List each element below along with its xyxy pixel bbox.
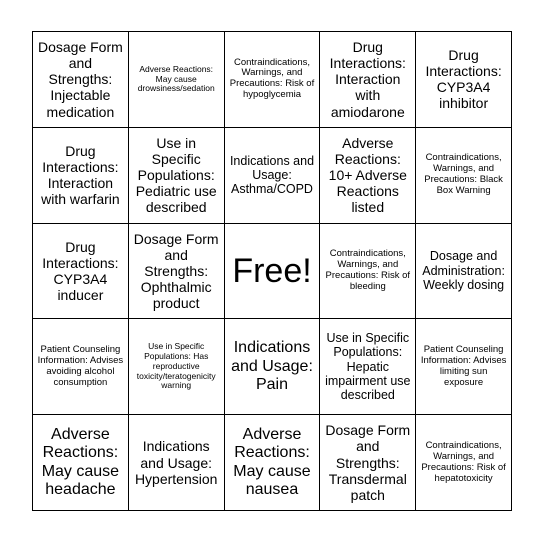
- free-space-text: Free!: [232, 251, 312, 290]
- bingo-cell[interactable]: [33, 319, 129, 415]
- bingo-cell[interactable]: [225, 415, 321, 511]
- bingo-cell-text: Drug Interactions: Interaction with warfarin: [41, 143, 120, 208]
- bingo-cell-text: Drug Interactions: Interaction with amiodarone: [329, 39, 406, 120]
- bingo-cell[interactable]: [129, 128, 225, 224]
- bingo-cell-text: Indications and Usage: Asthma/COPD: [229, 153, 315, 197]
- bingo-cell-text: Indications and Usage: Pain: [231, 339, 313, 393]
- bingo-cell[interactable]: [416, 224, 512, 320]
- bingo-cell[interactable]: [416, 319, 512, 415]
- bingo-cell-text: Dosage Form and Strengths: Transdermal patch: [325, 422, 411, 503]
- bingo-cell[interactable]: [33, 415, 129, 511]
- bingo-cell-text: Adverse Reactions: May cause nausea: [233, 425, 311, 498]
- bingo-cell[interactable]: [320, 224, 416, 320]
- bingo-cell[interactable]: [320, 319, 416, 415]
- bingo-cell[interactable]: [33, 224, 129, 320]
- bingo-cell-text: Patient Counseling Information: Advises avoiding alcohol consumption: [37, 343, 124, 388]
- bingo-cell-text: Patient Counseling Information: Advises limiting sun exposure: [420, 343, 507, 388]
- bingo-cell[interactable]: [320, 128, 416, 224]
- bingo-cell[interactable]: [129, 32, 225, 128]
- bingo-cell[interactable]: [225, 32, 321, 128]
- bingo-cell-text: Drug Interactions: CYP3A4 inducer: [42, 238, 119, 304]
- bingo-cell-text: Drug Interactions: CYP3A4 inhibitor: [425, 47, 502, 112]
- bingo-cell-text: Dosage Form and Strengths: Injectable medication: [37, 39, 123, 120]
- bingo-cell-text: Contraindications, Warnings, and Precautions: Risk of hypoglycemia: [229, 56, 315, 101]
- bingo-cell-text: Indications and Usage: Hypertension: [134, 438, 218, 487]
- bingo-cell[interactable]: [320, 415, 416, 511]
- bingo-cell-text: Adverse Reactions: 10+ Adverse Reactions listed: [328, 134, 407, 216]
- bingo-cell[interactable]: [33, 128, 129, 224]
- bingo-cell[interactable]: [416, 415, 512, 511]
- bingo-cell[interactable]: [129, 224, 225, 320]
- bingo-cell-text: Dosage and Administration: Weekly dosing: [422, 249, 505, 293]
- bingo-cell[interactable]: [416, 128, 512, 224]
- bingo-cell-text: Use in Specific Populations: Hepatic impairment use described: [325, 330, 411, 403]
- bingo-cell[interactable]: [225, 319, 321, 415]
- bingo-board: [32, 31, 512, 511]
- bingo-cell-text: Dosage Form and Strengths: Ophthalmic product: [133, 230, 219, 312]
- bingo-cell[interactable]: [33, 32, 129, 128]
- bingo-cell-text: Adverse Reactions: May cause headache: [41, 425, 120, 498]
- bingo-cell-text: Use in Specific Populations: Has reproductive toxicity/teratogenicity warning: [136, 341, 216, 391]
- bingo-cell-text: Contraindications, Warnings, and Precautions: Risk of bleeding: [325, 248, 411, 292]
- bingo-cell[interactable]: [320, 32, 416, 128]
- bingo-cell-text: Contraindications, Warnings, and Precautions: Risk of hepatotoxicity: [421, 439, 506, 484]
- bingo-cell-text: Use in Specific Populations: Pediatric use described: [135, 134, 217, 216]
- bingo-cell[interactable]: [225, 128, 321, 224]
- bingo-cell[interactable]: [129, 319, 225, 415]
- bingo-cell[interactable]: [416, 32, 512, 128]
- bingo-cell[interactable]: [129, 415, 225, 511]
- free-space-cell[interactable]: [225, 224, 321, 320]
- bingo-cell-text: Contraindications, Warnings, and Precautions: Black Box Warning: [424, 152, 503, 197]
- bingo-cell-text: Adverse Reactions: May cause drowsiness/sedation: [137, 63, 215, 94]
